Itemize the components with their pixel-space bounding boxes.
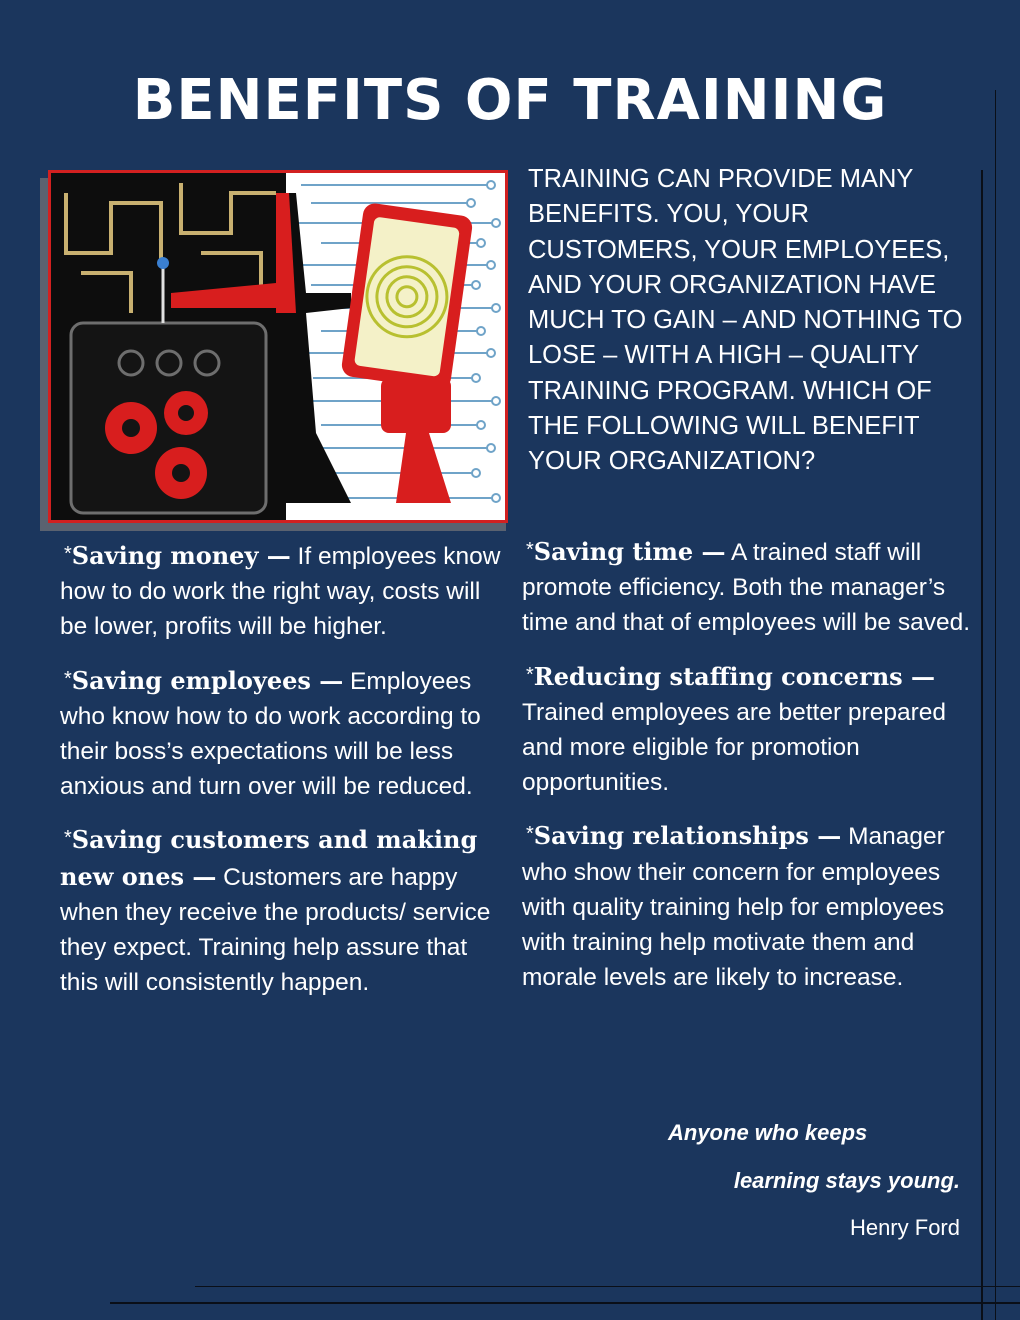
benefit-heading: Saving employees — (71, 665, 344, 695)
benefits-left-column (60, 537, 510, 1000)
benefit-text: A trained staff will promote efficiency. Both the manager’s time and that of employees will be saved. (522, 539, 971, 637)
benefit-text: Customers are happy when they receive the products/ service they expect. Training help assure that this will consistently happen. (60, 863, 491, 997)
decorative-line (195, 1286, 1020, 1287)
benefit-text: Manager who show their concern for employees with quality training help for employees with training help motivate them and morale levels are likely to increase. (522, 823, 945, 992)
illustration-graphic (51, 173, 505, 520)
benefit-heading: Saving money — (71, 541, 291, 570)
benefit-saving-relationships (522, 817, 972, 995)
benefit-heading: Saving time — (533, 537, 726, 566)
decorative-line (981, 170, 983, 1320)
quote-line-1: Anyone who keeps (668, 1120, 868, 1145)
benefit-text: Trained employees are better prepared and more eligible for promotion opportunities. (522, 698, 947, 797)
quote-line-2: learning stays young. (733, 1168, 960, 1193)
bullet-star: * (526, 823, 534, 846)
benefit-saving-money (60, 537, 510, 645)
benefit-heading: Saving customers and making new ones — (60, 825, 478, 891)
decorative-line (110, 1302, 1020, 1304)
training-illustration (48, 170, 508, 523)
decorative-line (995, 90, 996, 1320)
benefit-reducing-staffing (522, 658, 972, 801)
benefits-right-column (522, 533, 972, 995)
bullet-star: * (64, 543, 72, 565)
intro-text: TRAINING CAN PROVIDE MANY BENEFITS. YOU, YOUR CUSTOMERS, YOUR EMPLOYEES, AND YOUR ORGANIZATION HAVE MUCH TO GAIN – AND NOTHING TO LOSE – WITH A HIGH – QUALITY TRAINING PROGRAM. WHICH OF THE FOLLOWING WILL BENEFIT YOUR ORGANIZATION? (528, 165, 963, 476)
page-title: BENEFITS OF TRAINING (132, 68, 888, 133)
bullet-star: * (526, 539, 534, 561)
benefit-saving-customers (60, 821, 510, 1000)
benefit-heading: Reducing staffing concerns — (533, 661, 936, 691)
bullet-star: * (64, 667, 72, 690)
benefit-saving-employees (60, 662, 510, 805)
benefit-heading: Saving relationships — (533, 821, 842, 851)
benefit-text: If employees know how to do work the right way, costs will be lower, profits will be higher. (60, 543, 501, 641)
benefit-saving-time (522, 533, 972, 641)
bullet-star: * (64, 827, 72, 850)
bullet-star: * (526, 663, 534, 686)
benefit-text: Employees who know how to do work according to their boss’s expectations will be less anxious and turn over will be reduced. (60, 667, 481, 801)
quote-author: Henry Ford (849, 1215, 960, 1240)
